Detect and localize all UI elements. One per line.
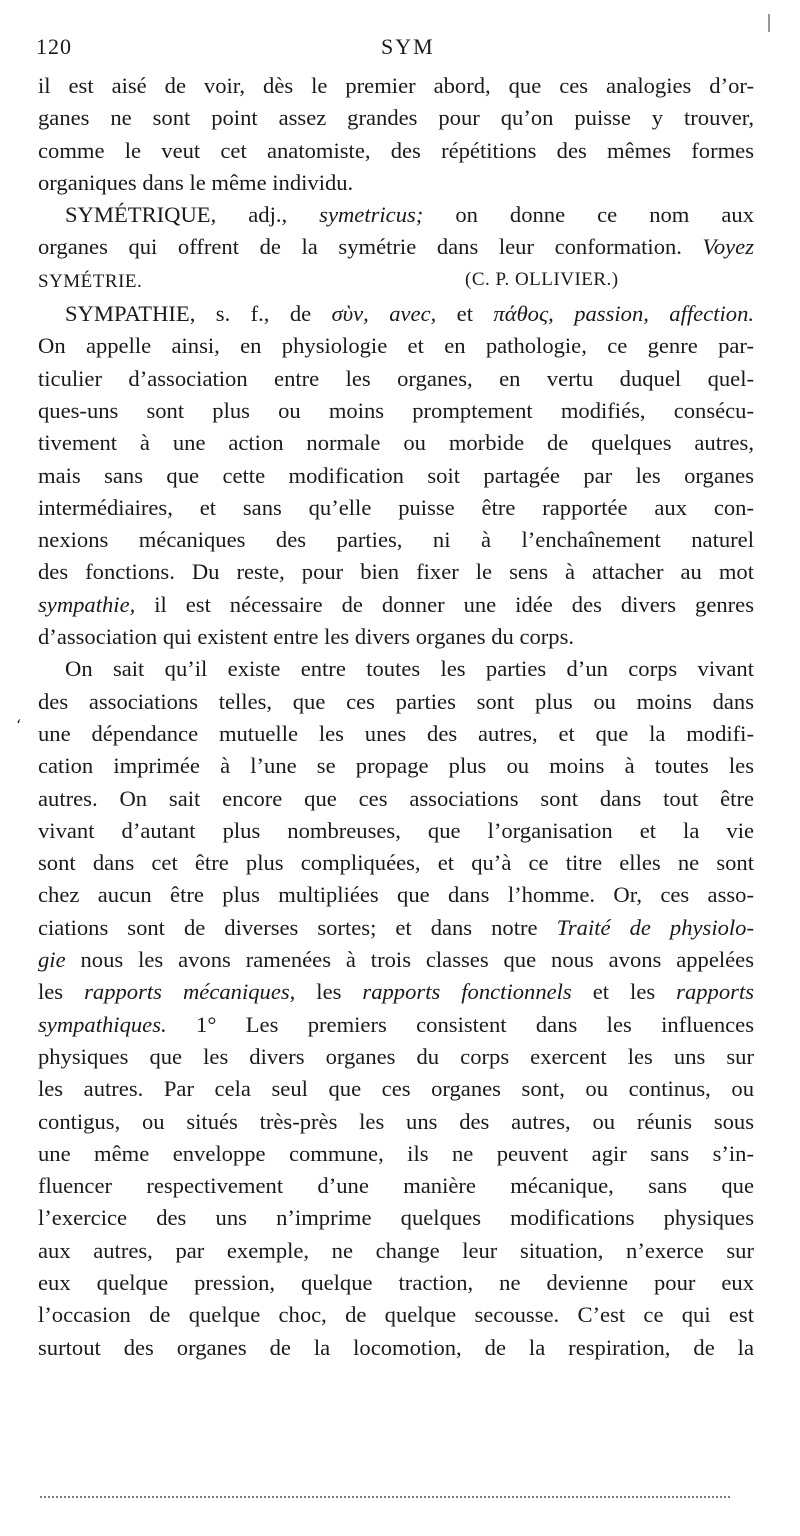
greek-etymology: σὺν, avec,: [331, 301, 437, 327]
text-line: organes qui offrent de la symétrie dans leur conformation. Voyez: [38, 234, 754, 260]
text-line: sont dans cet être plus compliquées, et qu’à ce titre elles ne sont: [38, 850, 754, 876]
text-line: On sait qu’il existe entre toutes les parties d’un corps vivant: [65, 656, 754, 682]
text-line: intermédiaires, et sans qu’elle puisse être rapportée aux con-: [38, 494, 754, 520]
text-line: ques-uns sont plus ou moins promptement modifiés, consécu-: [38, 397, 754, 423]
text-line: comme le veut cet anatomiste, des répétitions des mêmes formes: [38, 137, 754, 163]
headword-sympathie: SYMPATHIE, s. f., de: [65, 301, 332, 327]
greek-etymology: πάθος, passion, affection.: [493, 301, 755, 327]
text-line: les rapports mécaniques, les rapports fonctionnels et les rapports: [38, 979, 755, 1005]
text-line: l’occasion de quelque choc, de quelque secousse. C’est ce qui est: [38, 1302, 754, 1328]
text-line: gie nous les avons ramenées à trois classes que nous avons appelées: [38, 947, 754, 973]
text-line: aux autres, par exemple, ne change leur situation, n’exerce sur: [38, 1237, 754, 1263]
text-line: eux quelque pression, quelque traction, ne devienne pour eux: [38, 1269, 754, 1295]
text-line: des fonctions. Du reste, pour bien fixer le sens à attacher au mot: [38, 559, 754, 585]
text-line: contigus, ou situés très-près les uns des autres, ou réunis sous: [38, 1108, 754, 1134]
text-line: les autres. Par cela seul que ces organes sont, ou continus, ou: [38, 1076, 754, 1102]
latin-term: symetricus;: [319, 202, 424, 228]
entry-sympathie: SYMPATHIE, s. f., de σὺν, avec, et πάθος, passion, affection.: [65, 301, 755, 327]
text-line: nexions mécaniques des parties, ni à l’enchaînement naturel: [38, 527, 754, 553]
text-line: une dépendance mutuelle les unes des autres, et que la modifi-: [38, 720, 754, 746]
text-line: sympathiques. 1° Les premiers consistent dans les influences: [38, 1011, 754, 1037]
text-line: ticulier d’association entre les organes, en vertu duquel quel-: [38, 365, 754, 391]
text-line: ganes ne sont point assez grandes pour qu’on puisse y trouver,: [38, 105, 754, 131]
body-text: [38, 70, 754, 1364]
entry-symetrique: SYMÉTRIQUE, adj., symetricus; on donne ce nom aux: [65, 202, 754, 228]
text-line: vivant d’autant plus nombreuses, que l’organisation et la vie: [38, 817, 754, 843]
text-line: des associations telles, que ces parties sont plus ou moins dans: [38, 688, 754, 714]
text-line: l’exercice des uns n’imprime quelques modifications physiques: [38, 1205, 754, 1231]
text-line: ciations sont de diverses sortes; et dans notre Traité de physiolo-: [38, 914, 754, 940]
book-title: Traité de physiolo-: [556, 914, 754, 940]
text-line: [38, 264, 754, 298]
text-line: une même enveloppe commune, ils ne peuvent agir sans s’in-: [38, 1140, 754, 1166]
text-line: mais sans que cette modification soit partagée par les organes: [38, 462, 754, 488]
text-line: tivement à une action normale ou morbide de quelques autres,: [38, 430, 754, 456]
text-line: autres. On sait encore que ces associations sont dans tout être: [38, 785, 754, 811]
text-line: fluencer respectivement d’une manière mécanique, sans que: [38, 1173, 754, 1199]
page-number: 120: [36, 34, 72, 59]
margin-mark: ʻ: [16, 716, 22, 735]
text-line: chez aucun être plus multipliées que dans l’homme. Or, ces asso-: [38, 882, 754, 908]
text-line: surtout des organes de la locomotion, de la respiration, de la: [38, 1334, 754, 1360]
text-line: physiques que les divers organes du corps exercent les uns sur: [38, 1043, 754, 1069]
cut-off-next-line: [40, 1496, 730, 1498]
text-line: il est aisé de voir, dès le premier abord, que ces analogies d’or-: [38, 73, 754, 98]
text-line: organiques dans le même individu.: [38, 169, 354, 195]
headword-symetrique: SYMÉTRIQUE, adj.,: [65, 202, 320, 228]
text-line: On appelle ainsi, en physiologie et en pathologie, ce genre par-: [38, 333, 754, 359]
author-signature: (C. P. OLLIVIER.): [465, 268, 619, 290]
text-line: cation imprimée à l’une se propage plus ou moins à toutes les: [38, 753, 754, 779]
running-head: SYM: [381, 34, 435, 59]
cross-ref-target: SYMÉTRIE.: [38, 270, 143, 292]
text-line: d’association qui existent entre les divers organes du corps.: [38, 624, 575, 650]
cross-ref-voyez: Voyez: [702, 234, 754, 260]
page-header: [36, 34, 756, 66]
page-edge-mark: [768, 14, 770, 32]
text-line: sympathie, il est nécessaire de donner une idée des divers genres: [38, 591, 754, 617]
